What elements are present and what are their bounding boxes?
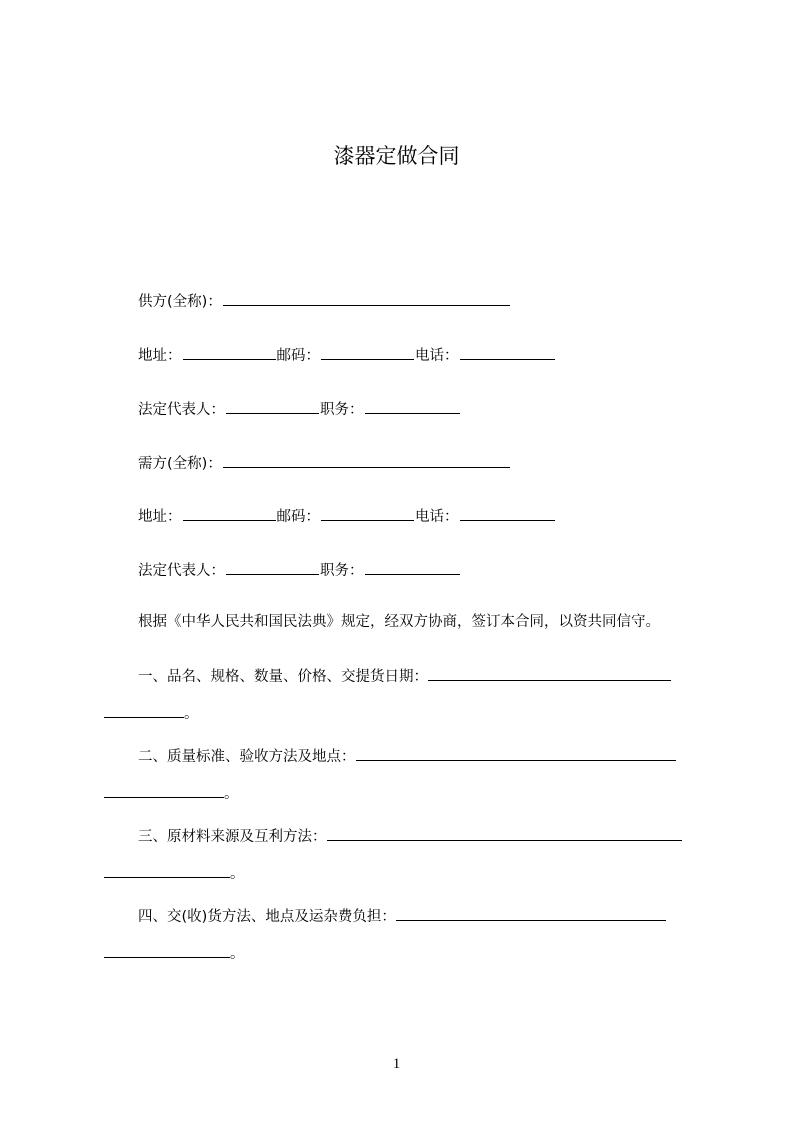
clause-1-text: 一、品名、规格、数量、价格、交提货日期： [138, 669, 428, 685]
buyer-position-blank[interactable] [365, 560, 460, 575]
buyer-postcode-label: 邮码： [276, 509, 320, 525]
clause-3-text: 三、原材料来源及互利方法： [138, 829, 327, 845]
buyer-contact-line [138, 506, 556, 527]
clause-4-blank-line-1[interactable] [396, 906, 666, 921]
supplier-phone-label: 电话： [415, 348, 459, 364]
clause-1-blank-line-2[interactable] [104, 703, 184, 718]
supplier-name-label: 供方(全称)： [138, 294, 222, 310]
buyer-postcode-blank[interactable] [321, 506, 414, 521]
clause-2 [104, 746, 702, 804]
supplier-postcode-label: 邮码： [276, 348, 320, 364]
buyer-name-blank[interactable] [223, 453, 510, 468]
supplier-contact-line [138, 345, 556, 366]
clause-3 [104, 826, 702, 884]
buyer-phone-blank[interactable] [460, 506, 555, 521]
buyer-name-line [138, 453, 511, 474]
clause-3-end: 。 [230, 866, 245, 882]
clause-1 [104, 666, 702, 724]
supplier-position-label: 职务： [320, 402, 364, 418]
buyer-legal-rep-blank[interactable] [226, 560, 319, 575]
document-title: 漆器定做合同 [333, 144, 460, 168]
clause-1-end: 。 [184, 706, 199, 722]
supplier-legal-rep-blank[interactable] [226, 399, 319, 414]
preamble: 根据《中华人民共和国民法典》规定，经双方协商，签订本合同，以资共同信守。 [138, 614, 660, 630]
buyer-phone-label: 电话： [415, 509, 459, 525]
supplier-name-blank[interactable] [223, 291, 510, 306]
clause-2-end: 。 [224, 786, 239, 802]
buyer-name-label: 需方(全称)： [138, 456, 222, 472]
clause-4-blank-line-2[interactable] [104, 943, 230, 958]
supplier-address-label: 地址： [138, 348, 182, 364]
supplier-position-blank[interactable] [365, 399, 460, 414]
buyer-address-blank[interactable] [183, 506, 276, 521]
clause-4-text: 四、交(收)货方法、地点及运杂费负担： [138, 909, 396, 925]
supplier-rep-line [138, 399, 461, 420]
clause-3-blank-line-2[interactable] [104, 863, 230, 878]
buyer-legal-rep-label: 法定代表人： [138, 563, 225, 579]
buyer-position-label: 职务： [320, 563, 364, 579]
supplier-phone-blank[interactable] [460, 345, 555, 360]
supplier-legal-rep-label: 法定代表人： [138, 402, 225, 418]
buyer-address-label: 地址： [138, 509, 182, 525]
clause-4 [104, 906, 702, 964]
clause-1-blank-line-1[interactable] [428, 666, 671, 681]
page-number: 1 [392, 1056, 401, 1072]
clause-4-end: 。 [230, 946, 245, 962]
supplier-address-blank[interactable] [183, 345, 276, 360]
clause-2-text: 二、质量标准、验收方法及地点： [138, 749, 356, 765]
clause-3-blank-line-1[interactable] [327, 826, 682, 841]
supplier-name-line [138, 291, 511, 312]
supplier-postcode-blank[interactable] [321, 345, 414, 360]
buyer-rep-line [138, 560, 461, 581]
clause-2-blank-line-2[interactable] [104, 783, 224, 798]
clause-2-blank-line-1[interactable] [356, 746, 676, 761]
